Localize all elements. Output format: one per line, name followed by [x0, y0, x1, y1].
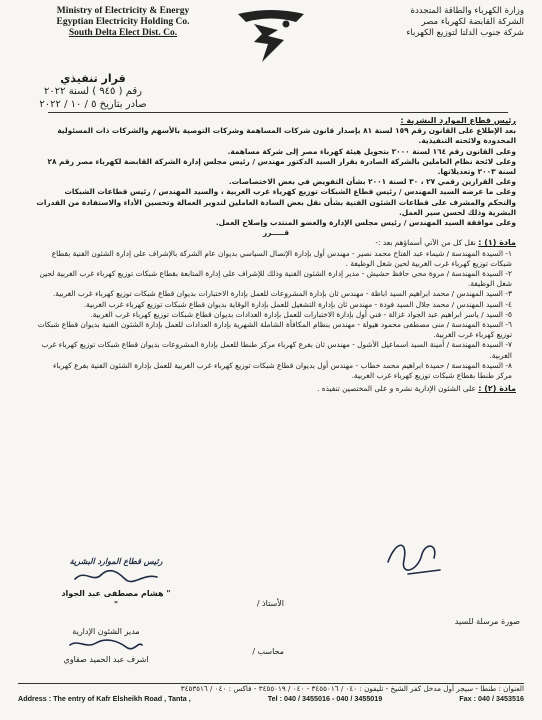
company-name-ar: شركة جنوب الدلتا لتوزيع الكهرباء: [406, 28, 524, 38]
accountant-label: محاسب /: [252, 647, 284, 656]
header-divider: [48, 112, 508, 113]
copy-note: [400, 616, 520, 627]
article-2: [36, 384, 516, 394]
article-2-label: مادة (٢) :: [478, 384, 516, 394]
decree-number: رقم ( ٩٤٥ ) لسنة ٢٠٢٢: [44, 86, 142, 97]
footer-address-en: [18, 694, 524, 704]
article-1-intro: نقل كل من الآتي أسماؤهم بعد :-: [375, 238, 476, 248]
article-2-text: على الشئون الإدارية نشره و على المختصين تنفيذه .: [317, 384, 476, 394]
footer-tel: Tel : 040 / 3455016 - 040 / 3455019: [267, 694, 383, 703]
article-1: [36, 238, 516, 248]
admin-manager-signature-mark: [66, 637, 146, 651]
transfer-item: ٧- السيدة المهندسة / أمينة السيد اسماعيل الأشول - مهندس ثان بفرع كهرباء مركز طنطا للعمل بإدارة المشروعات بديوان قطاع شبكات توزيع كهرباء غرب الغربية.: [41, 340, 512, 360]
ministry-name-ar: وزارة الكهرباء والطاقة المتجددة: [410, 6, 524, 16]
chairman-signature-mark: [378, 532, 448, 582]
company-logo: [232, 6, 310, 66]
holding-name-en: Egyptian Electricity Holding Co.: [56, 17, 190, 27]
holding-name-ar: الشركة القابضة لكهرباء مصر: [421, 17, 524, 27]
recital: وعلى القرارين رقمي ٢٧ ، ٣٠ لسنة ٢٠٠١ بشأن التفويض في بعض الاختصاصات.: [228, 177, 516, 187]
decree-reference: [28, 72, 158, 111]
recital: وعلى لائحة نظام العاملين بالشركة الصادرة بقرار السيد الدكتور مهندس / رئيس مجلس إدارة الشركة القابضة لكهرباء مصر رقم ٢٨ لسنة ٢٠٠٣ وتعديلاتها.: [47, 156, 516, 177]
hr-head-signature-mark: [71, 567, 161, 585]
recital: بعد الإطلاع على القانون رقم ١٥٩ لسنة ٨١ بإصدار قانون شركات المساهمة وشركات التوصية بالأسهم والشركات ذات المسئولية المحدودة ولائحته التنفيذية.: [57, 126, 516, 146]
hr-head-title: رئيس قطاع الموارد البشرية: [69, 556, 163, 566]
letterhead-english: [48, 6, 198, 39]
transfer-item: ٥- السيد / ياسر ابراهيم عبد الجواد غزالة - فني أول بإدارة الاختبارات للعمل بإدارة العدادات بديوان قطاع شبكات توزيع كهرباء غرب الغربية.: [90, 309, 512, 319]
transfer-item: ١- السيدة المهندسة / شيماء عبد الفتاح محمد نصير - مهندس أول بإدارة الإتصال السياسي بديوان عام الشركة بالإشراف على إدارة الشئون الفنية بقطاع شبكات توزيع كهرباء غرب الغربية لحين شغل الوظيفة .: [51, 248, 512, 268]
transfer-item: ٣- السيد المهندس / محمد ابراهيم السيد اباظة - مهندس ثان بإدارة المشروعات للعمل بإدارة الاختبارات بديوان قطاع شبكات توزيع كهرباء غرب الغربية.: [52, 289, 512, 299]
transfer-item: ٤- السيد المهندس / محمد جلال السيد فودة - مهندس ثان بإدارة التشغيل للعمل بإدارة الوقاية بديوان قطاع شبكات توزيع كهرباء غرب الغربية.: [83, 299, 512, 309]
recital: وعلى موافقة السيد المهندس / رئيس مجلس الإدارة والعضو المنتدب وإصلاح العمل.: [215, 218, 516, 228]
hr-head-signature: [60, 556, 172, 610]
footer-fax: Fax : 040 / 3453516: [459, 694, 524, 703]
ministry-name-en: Ministry of Electricity & Energy: [56, 6, 190, 16]
copy-label: صورة مرسلة للسيد: [454, 617, 520, 626]
recital: وعلى ما عرضه السيد المهندس / رئيس قطاع الشبكات توزيع كهرباء غرب الغربية ، والسيد المهندس / رئيس قطاعات الشبكات والتحكم والمشرف على قطاعات الشئون الفنية بشأن نقل بعض السادة العاملين لتدوير العمالة وتحسين الأداء والاستفادة من القدرات البشرية وذلك لحسن سير العمل.: [36, 187, 516, 217]
article-1-label: مادة (١) :: [478, 238, 516, 248]
addressee: رئيس قطاع الموارد البشرية :: [400, 116, 516, 125]
transfer-item: ٢- السيدة المهندسة / مروة محي حافظ حشيش - مدير إدارة الشئون الفنية وذلك للإشراف على إدارة المتابعة بقطاع شبكات توزيع كهرباء غرب الغربية لحين شغل الوظيفة.: [39, 269, 512, 289]
decides-heading: قـــــرر: [262, 228, 290, 238]
admin-manager-title: مدير الشئون الإدارية: [72, 627, 140, 636]
footer-address: Address : The entry of Kafr Elsheikh Road , Tanta ,: [18, 694, 191, 703]
letterhead-arabic: [374, 6, 524, 39]
ustaz-label: الأستاذ /: [256, 599, 284, 608]
transfer-item: ٨- السيدة المهندسة / حميدة ابراهيم محمد خطاب - مهندس أول بديوان قطاع شبكات توزيع كهرباء غرب الغربية للعمل بإدارة الشئون الفنية بفرع كهرباء مركز طنطا بقطاع شبكات توزيع كهرباء غرب الغربية.: [52, 360, 512, 381]
company-name-en: South Delta Elect Dist. Co.: [68, 28, 178, 38]
footer-address-ar: العنوان : طنطا - سيجر أول مدخل كفر الشيخ - تليفون : ٠٤٠ / ٣٤٥٥٠١٦ - ٠٤٠ / ٣٤٥٥٠١٩ - فاكس : ٠٤٠ / ٣٤٥٣٥١٦: [180, 684, 524, 693]
decree-body: [36, 116, 516, 394]
admin-manager-signature: [56, 626, 156, 665]
accountant-signature: [214, 646, 284, 657]
recital: وعلى القانون رقم ١٦٤ لسنة ٢٠٠٠ بتحويل هيئة كهرباء مصر إلى شركة مساهمة.: [227, 146, 516, 156]
decree-title: قرار تنفيذي: [60, 72, 126, 85]
hr-head-name: " هشام مصطفى عبد الجواد ": [61, 589, 171, 609]
transfer-item: ٦- السيدة المهندسة / منى مصطفى محمود هيولة - مهندس بنظام المكافأة الشاملة الشهرية بإدارة العدادات للعمل بإدارة الشئون الفنية بديوان قطاع شبكات توزيع كهرباء غرب الغربية.: [37, 320, 512, 340]
ustaz-signature: [214, 598, 284, 609]
admin-manager-name: اشرف عبد الحميد صقاوي: [63, 655, 149, 664]
decree-date: صادر بتاريخ ٥ / ١٠ / ٢٠٢٢: [39, 99, 147, 110]
document-footer: [18, 683, 524, 704]
